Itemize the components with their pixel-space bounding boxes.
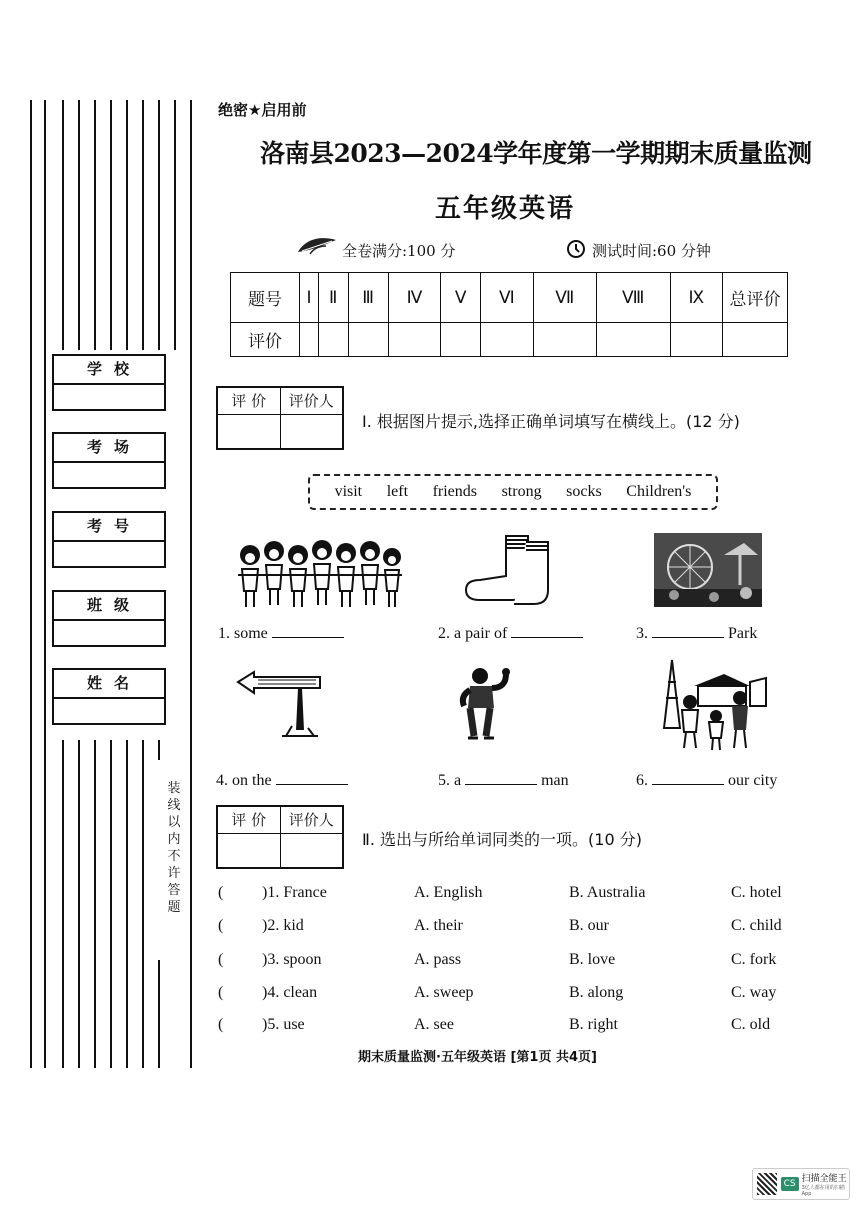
item-1-blank[interactable]	[272, 623, 344, 638]
scanner-name: 扫描全能王	[801, 1174, 847, 1184]
section-1-heading: Ⅰ. 根据图片提示,选择正确单词填写在横线上。(12 分)	[362, 412, 740, 431]
class-label: 班级	[54, 592, 164, 621]
score-col-8: Ⅷ	[596, 273, 670, 323]
total-score-label: 总评价	[723, 273, 788, 323]
exam-number-label: 考号	[54, 513, 164, 542]
option-a: A. pass	[414, 951, 462, 968]
name-field[interactable]	[52, 668, 166, 725]
option-b: B. love	[569, 951, 616, 968]
item-6-text: 6.	[636, 772, 648, 789]
item-2-blank[interactable]	[511, 623, 583, 638]
score-table	[230, 272, 788, 357]
item-4-text: 4. on the	[216, 772, 272, 789]
word-bank-item: strong	[501, 483, 542, 500]
item-3	[636, 623, 757, 643]
scanner-logo: CS	[781, 1177, 799, 1191]
answer-paren[interactable]: (	[218, 984, 224, 1001]
score-col-7: Ⅶ	[533, 273, 596, 323]
score-cell[interactable]	[481, 323, 534, 357]
score-cell[interactable]	[596, 323, 670, 357]
option-a: A. English	[414, 884, 483, 901]
test-time: 测试时间:60 分钟	[592, 242, 711, 260]
word-bank-item: visit	[334, 483, 363, 500]
qr-code-icon	[757, 1173, 777, 1195]
grader-person-cell[interactable]	[281, 834, 343, 868]
score-col-9: Ⅸ	[670, 273, 722, 323]
item-3-text: 3.	[636, 625, 648, 642]
full-score: 全卷满分:100 分	[342, 242, 456, 260]
exam-subject: 五年级英语	[435, 194, 576, 224]
item-1-text: 1. some	[218, 625, 268, 642]
question-stem: )5. use	[262, 1016, 305, 1033]
item-3-after: Park	[728, 625, 758, 642]
scanner-tagline: 3亿人都在用的扫描App	[801, 1185, 845, 1197]
answer-paren[interactable]: (	[218, 951, 224, 968]
grader-person-label: 评价人	[288, 392, 334, 410]
score-col-2: Ⅱ	[318, 273, 348, 323]
grader-box-2	[216, 805, 344, 869]
item-5	[438, 770, 569, 790]
score-col-4: Ⅳ	[388, 273, 441, 323]
strong-man-icon	[456, 666, 516, 746]
option-b: B. Australia	[569, 884, 646, 901]
name-label: 姓名	[54, 670, 164, 699]
word-bank	[308, 474, 718, 510]
question-stem: )4. clean	[262, 984, 318, 1001]
item-5-after: man	[541, 772, 569, 789]
item-3-blank[interactable]	[652, 623, 724, 638]
item-2-text: 2. a pair of	[438, 625, 508, 642]
grader-score-cell[interactable]	[218, 415, 281, 449]
item-2	[438, 623, 583, 643]
exam-title: 洛南县2023—2024学年度第一学期期末质量监测	[260, 139, 812, 168]
word-bank-item: left	[386, 483, 409, 500]
option-c: C. fork	[731, 951, 777, 968]
answer-paren[interactable]: (	[218, 884, 224, 901]
school-label: 学校	[54, 356, 164, 385]
children-group-icon	[236, 535, 404, 615]
grader-box-1	[216, 386, 344, 450]
score-col-5: Ⅴ	[441, 273, 481, 323]
park-ferris-wheel-icon	[654, 533, 762, 607]
item-1	[218, 623, 344, 643]
word-bank-item: Children's	[626, 483, 692, 500]
option-b: B. our	[569, 917, 609, 934]
score-cell[interactable]	[300, 323, 319, 357]
option-a: A. sweep	[414, 984, 474, 1001]
page-footer: 期末质量监测·五年级英语 [第1页 共4页]	[358, 1050, 597, 1065]
scanner-watermark	[752, 1168, 850, 1200]
grader-score-label: 评 价	[218, 807, 281, 833]
item-6-after: our city	[728, 772, 778, 789]
option-b: B. along	[569, 984, 624, 1001]
grader-person-cell[interactable]	[281, 415, 343, 449]
answer-paren[interactable]: (	[218, 1016, 224, 1033]
option-c: C. way	[731, 984, 777, 1001]
item-5-text: 5. a	[438, 772, 462, 789]
school-field[interactable]	[52, 354, 166, 411]
score-cell[interactable]	[533, 323, 596, 357]
option-c: C. child	[731, 917, 782, 934]
score-cell[interactable]	[348, 323, 388, 357]
option-a: A. see	[414, 1016, 454, 1033]
score-cell[interactable]	[723, 323, 788, 357]
item-5-blank[interactable]	[465, 770, 537, 785]
score-col-6: Ⅵ	[481, 273, 534, 323]
section-2-heading: Ⅱ. 选出与所给单词同类的一项。(10 分)	[362, 830, 642, 849]
cut-line-notice: 装线以内不许答题	[167, 781, 181, 915]
class-field[interactable]	[52, 590, 166, 647]
option-b: B. right	[569, 1016, 618, 1033]
option-a: A. their	[414, 917, 463, 934]
socks-icon	[458, 534, 554, 610]
score-cell[interactable]	[441, 323, 481, 357]
confidential-mark: 绝密★启用前	[218, 101, 307, 119]
item-6-blank[interactable]	[652, 770, 724, 785]
answer-paren[interactable]: (	[218, 917, 224, 934]
clock-icon	[566, 239, 586, 263]
question-number-label: 题号	[231, 273, 300, 323]
option-c: C. old	[731, 1016, 771, 1033]
evaluation-label: 评价	[231, 323, 300, 357]
item-4-blank[interactable]	[276, 770, 348, 785]
option-c: C. hotel	[731, 884, 782, 901]
exam-room-label: 考场	[54, 434, 164, 463]
item-4	[216, 770, 348, 790]
score-cell[interactable]	[318, 323, 348, 357]
question-stem: )3. spoon	[262, 951, 322, 968]
word-bank-item: friends	[432, 483, 478, 500]
grader-score-label: 评 价	[218, 388, 281, 414]
score-col-3: Ⅲ	[348, 273, 388, 323]
exam-number-field[interactable]	[52, 511, 166, 568]
grader-person-label: 评价人	[288, 811, 334, 829]
leaf-icon	[296, 234, 340, 260]
family-city-visit-icon	[654, 658, 770, 756]
score-cell[interactable]	[388, 323, 441, 357]
item-6	[636, 770, 777, 790]
word-bank-item: socks	[566, 483, 602, 500]
left-sign-icon	[234, 668, 326, 744]
score-col-1: Ⅰ	[300, 273, 319, 323]
grader-score-cell[interactable]	[218, 834, 281, 868]
question-stem: )1. France	[262, 884, 327, 901]
score-cell[interactable]	[670, 323, 722, 357]
exam-room-field[interactable]	[52, 432, 166, 489]
question-stem: )2. kid	[262, 917, 304, 934]
